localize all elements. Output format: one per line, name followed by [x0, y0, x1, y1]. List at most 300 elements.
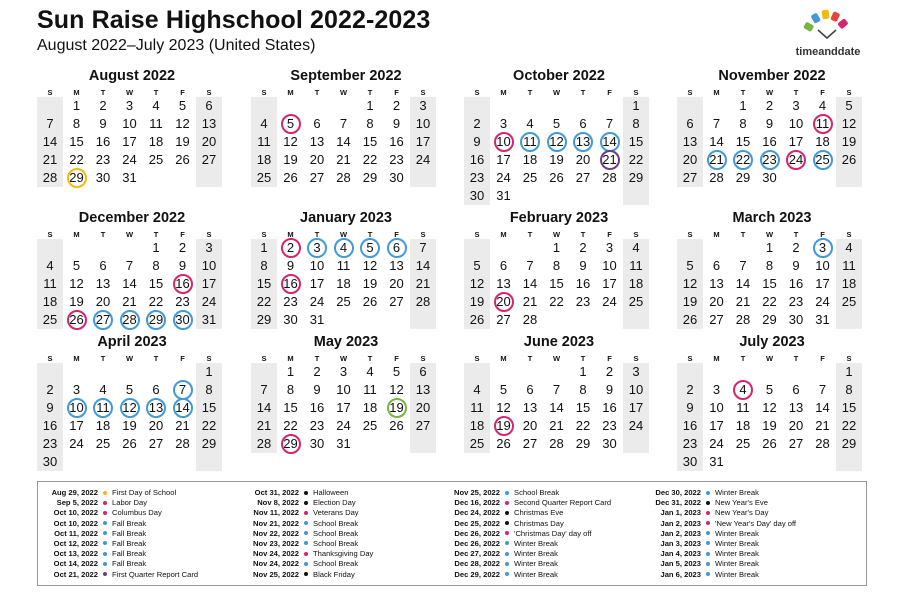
day-cell[interactable]: 11	[363, 382, 377, 397]
day-cell[interactable]: 25	[362, 418, 378, 433]
day-cell[interactable]: 29	[628, 170, 644, 185]
day-cell[interactable]: 26	[469, 312, 485, 327]
day-cell[interactable]: 7	[419, 240, 427, 255]
day-cell[interactable]: 12	[362, 258, 378, 273]
day-cell[interactable]: 6	[686, 116, 694, 131]
day-cell[interactable]: 13	[496, 276, 511, 291]
day-cell[interactable]: 12	[122, 400, 137, 415]
day-cell[interactable]: 6	[712, 258, 721, 273]
day-cell[interactable]: 10	[815, 258, 830, 273]
day-cell[interactable]: 24	[309, 294, 325, 309]
day-cell[interactable]: 31	[815, 312, 830, 327]
day-cell[interactable]: 9	[792, 258, 800, 273]
day-cell[interactable]: 18	[469, 418, 485, 433]
day-cell[interactable]: 2	[792, 240, 800, 255]
day-cell[interactable]: 28	[709, 170, 724, 185]
day-cell[interactable]: 21	[175, 418, 190, 433]
day-cell[interactable]: 9	[579, 258, 587, 273]
day-cell[interactable]: 15	[283, 400, 298, 415]
day-cell[interactable]: 5	[473, 258, 481, 273]
day-cell[interactable]: 13	[682, 134, 698, 149]
day-cell[interactable]: 18	[628, 276, 644, 291]
day-cell[interactable]: 23	[283, 294, 298, 309]
day-cell[interactable]: 16	[95, 134, 111, 149]
day-cell[interactable]: 1	[72, 98, 81, 113]
day-cell[interactable]: 24	[122, 152, 137, 167]
day-cell[interactable]: 1	[152, 240, 160, 255]
day-cell[interactable]: 6	[499, 258, 508, 273]
day-cell[interactable]: 21	[256, 418, 272, 433]
day-cell[interactable]: 13	[201, 116, 217, 131]
day-cell[interactable]: 3	[125, 98, 134, 113]
day-cell[interactable]: 14	[336, 134, 351, 149]
day-cell[interactable]: 13	[709, 276, 724, 291]
day-cell[interactable]: 17	[201, 276, 217, 291]
day-cell[interactable]: 2	[286, 240, 295, 255]
day-cell[interactable]: 3	[792, 98, 800, 113]
day-cell[interactable]: 16	[762, 134, 777, 149]
day-cell[interactable]: 24	[788, 152, 804, 167]
day-cell[interactable]: 11	[470, 400, 484, 415]
day-cell[interactable]: 8	[260, 258, 268, 273]
day-cell[interactable]: 17	[788, 134, 804, 149]
day-cell[interactable]: 18	[256, 152, 272, 167]
day-cell[interactable]: 22	[362, 152, 378, 167]
day-cell[interactable]: 14	[735, 276, 751, 291]
day-cell[interactable]: 29	[283, 436, 298, 451]
day-cell[interactable]: 14	[815, 400, 830, 415]
day-cell[interactable]: 14	[415, 258, 431, 273]
day-cell[interactable]: 28	[175, 436, 190, 451]
day-cell[interactable]: 15	[841, 400, 857, 415]
day-cell[interactable]: 16	[309, 400, 325, 415]
day-cell[interactable]: 22	[283, 418, 298, 433]
day-cell[interactable]: 24	[69, 436, 84, 451]
day-cell[interactable]: 1	[579, 364, 587, 379]
day-cell[interactable]: 30	[42, 454, 58, 469]
day-cell[interactable]: 6	[99, 258, 107, 273]
day-cell[interactable]: 13	[788, 400, 804, 415]
day-cell[interactable]: 26	[283, 170, 298, 185]
day-cell[interactable]: 8	[72, 116, 81, 131]
day-cell[interactable]: 27	[95, 312, 111, 327]
day-cell[interactable]: 5	[392, 364, 401, 379]
day-cell[interactable]: 3	[72, 382, 81, 397]
day-cell[interactable]: 12	[69, 276, 84, 291]
day-cell[interactable]: 9	[178, 258, 187, 273]
day-cell[interactable]: 30	[602, 436, 617, 451]
day-cell[interactable]: 4	[473, 382, 481, 397]
day-cell[interactable]: 5	[845, 98, 853, 113]
day-cell[interactable]: 28	[42, 170, 58, 185]
day-cell[interactable]: 12	[549, 134, 564, 149]
day-cell[interactable]: 30	[469, 188, 485, 203]
day-cell[interactable]: 20	[522, 418, 538, 433]
day-cell[interactable]: 5	[765, 382, 774, 397]
day-cell[interactable]: 3	[313, 240, 321, 255]
day-cell[interactable]: 14	[549, 400, 564, 415]
day-cell[interactable]: 23	[175, 294, 190, 309]
day-cell[interactable]: 4	[260, 116, 268, 131]
day-cell[interactable]: 15	[575, 400, 591, 415]
day-cell[interactable]: 13	[148, 400, 164, 415]
day-cell[interactable]: 25	[522, 170, 538, 185]
day-cell[interactable]: 23	[309, 418, 325, 433]
day-cell[interactable]: 5	[552, 116, 561, 131]
day-cell[interactable]: 30	[389, 170, 404, 185]
day-cell[interactable]: 21	[735, 294, 751, 309]
day-cell[interactable]: 25	[95, 436, 111, 451]
day-cell[interactable]: 5	[178, 98, 187, 113]
day-cell[interactable]: 13	[415, 382, 431, 397]
day-cell[interactable]: 31	[709, 454, 724, 469]
day-cell[interactable]: 22	[256, 294, 272, 309]
day-cell[interactable]: 7	[260, 382, 268, 397]
day-cell[interactable]: 24	[602, 294, 617, 309]
day-cell[interactable]: 10	[709, 400, 724, 415]
day-cell[interactable]: 13	[95, 276, 111, 291]
day-cell[interactable]: 25	[469, 436, 485, 451]
day-cell[interactable]: 13	[522, 400, 538, 415]
day-cell[interactable]: 31	[496, 188, 511, 203]
day-cell[interactable]: 6	[313, 116, 321, 131]
day-cell[interactable]: 20	[309, 152, 325, 167]
day-cell[interactable]: 3	[712, 382, 721, 397]
day-cell[interactable]: 28	[549, 436, 564, 451]
day-cell[interactable]: 27	[496, 312, 511, 327]
day-cell[interactable]: 5	[72, 258, 81, 273]
day-cell[interactable]: 16	[575, 276, 591, 291]
day-cell[interactable]: 26	[69, 312, 84, 327]
day-cell[interactable]: 26	[362, 294, 378, 309]
day-cell[interactable]: 22	[841, 418, 857, 433]
day-cell[interactable]: 18	[336, 276, 351, 291]
day-cell[interactable]: 22	[762, 294, 777, 309]
day-cell[interactable]: 26	[122, 436, 137, 451]
day-cell[interactable]: 7	[178, 382, 187, 397]
day-cell[interactable]: 8	[579, 382, 587, 397]
day-cell[interactable]: 5	[286, 116, 295, 131]
day-cell[interactable]: 14	[42, 134, 58, 149]
day-cell[interactable]: 1	[552, 240, 561, 255]
day-cell[interactable]: 12	[175, 116, 190, 131]
day-cell[interactable]: 7	[125, 258, 134, 273]
day-cell[interactable]: 22	[148, 294, 164, 309]
day-cell[interactable]: 6	[419, 364, 427, 379]
day-cell[interactable]: 19	[762, 418, 777, 433]
day-cell[interactable]: 25	[841, 294, 857, 309]
day-cell[interactable]: 4	[632, 240, 640, 255]
day-cell[interactable]: 4	[845, 240, 853, 255]
day-cell[interactable]: 22	[549, 294, 564, 309]
day-cell[interactable]: 27	[788, 436, 804, 451]
day-cell[interactable]: 1	[286, 364, 295, 379]
day-cell[interactable]: 16	[42, 418, 58, 433]
day-cell[interactable]: 18	[735, 418, 751, 433]
day-cell[interactable]: 24	[815, 294, 830, 309]
day-cell[interactable]: 23	[575, 294, 591, 309]
day-cell[interactable]: 19	[469, 294, 485, 309]
day-cell[interactable]: 3	[419, 98, 427, 113]
day-cell[interactable]: 15	[362, 134, 378, 149]
day-cell[interactable]: 26	[841, 152, 857, 167]
day-cell[interactable]: 14	[122, 276, 137, 291]
day-cell[interactable]: 30	[283, 312, 298, 327]
day-cell[interactable]: 16	[389, 134, 404, 149]
day-cell[interactable]: 16	[175, 276, 190, 291]
day-cell[interactable]: 4	[739, 382, 747, 397]
day-cell[interactable]: 8	[286, 382, 295, 397]
day-cell[interactable]: 29	[575, 436, 591, 451]
day-cell[interactable]: 9	[392, 116, 401, 131]
day-cell[interactable]: 23	[788, 294, 804, 309]
day-cell[interactable]: 7	[526, 258, 534, 273]
day-cell[interactable]: 18	[362, 400, 378, 415]
day-cell[interactable]: 30	[175, 312, 190, 327]
day-cell[interactable]: 17	[309, 276, 325, 291]
day-cell[interactable]: 2	[99, 98, 107, 113]
day-cell[interactable]: 20	[415, 400, 431, 415]
day-cell[interactable]: 18	[95, 418, 111, 433]
day-cell[interactable]: 10	[201, 258, 217, 273]
day-cell[interactable]: 24	[201, 294, 217, 309]
day-cell[interactable]: 27	[201, 152, 217, 167]
day-cell[interactable]: 27	[709, 312, 724, 327]
day-cell[interactable]: 8	[552, 258, 561, 273]
day-cell[interactable]: 15	[69, 134, 84, 149]
day-cell[interactable]: 9	[686, 400, 694, 415]
day-cell[interactable]: 6	[579, 116, 587, 131]
day-cell[interactable]: 17	[602, 276, 617, 291]
day-cell[interactable]: 20	[389, 276, 404, 291]
day-cell[interactable]: 10	[122, 116, 137, 131]
day-cell[interactable]: 31	[309, 312, 325, 327]
day-cell[interactable]: 6	[152, 382, 160, 397]
day-cell[interactable]: 6	[392, 240, 401, 255]
day-cell[interactable]: 3	[339, 364, 348, 379]
day-cell[interactable]: 10	[602, 258, 617, 273]
day-cell[interactable]: 26	[549, 170, 564, 185]
day-cell[interactable]: 12	[469, 276, 485, 291]
day-cell[interactable]: 8	[739, 116, 747, 131]
day-cell[interactable]: 5	[366, 240, 374, 255]
day-cell[interactable]: 4	[366, 364, 374, 379]
day-cell[interactable]: 30	[762, 170, 777, 185]
day-cell[interactable]: 20	[95, 294, 111, 309]
day-cell[interactable]: 20	[496, 294, 511, 309]
day-cell[interactable]: 4	[339, 240, 348, 255]
day-cell[interactable]: 15	[762, 276, 777, 291]
day-cell[interactable]: 8	[205, 382, 213, 397]
day-cell[interactable]: 15	[549, 276, 564, 291]
day-cell[interactable]: 3	[818, 240, 827, 255]
day-cell[interactable]: 21	[522, 294, 538, 309]
day-cell[interactable]: 29	[762, 312, 777, 327]
day-cell[interactable]: 2	[178, 240, 187, 255]
day-cell[interactable]: 29	[841, 436, 857, 451]
day-cell[interactable]: 5	[686, 258, 694, 273]
day-cell[interactable]: 14	[709, 134, 724, 149]
day-cell[interactable]: 21	[122, 294, 137, 309]
day-cell[interactable]: 7	[552, 382, 561, 397]
day-cell[interactable]: 12	[389, 382, 404, 397]
day-cell[interactable]: 30	[309, 436, 325, 451]
day-cell[interactable]: 22	[735, 152, 751, 167]
day-cell[interactable]: 11	[149, 116, 163, 131]
day-cell[interactable]: 8	[765, 258, 774, 273]
day-cell[interactable]: 12	[841, 116, 857, 131]
day-cell[interactable]: 25	[336, 294, 351, 309]
day-cell[interactable]: 30	[682, 454, 698, 469]
day-cell[interactable]: 18	[815, 134, 830, 149]
day-cell[interactable]: 14	[256, 400, 272, 415]
day-cell[interactable]: 21	[709, 152, 724, 167]
day-cell[interactable]: 21	[815, 418, 830, 433]
day-cell[interactable]: 31	[122, 170, 137, 185]
day-cell[interactable]: 27	[309, 170, 325, 185]
day-cell[interactable]: 29	[148, 312, 164, 327]
day-cell[interactable]: 11	[736, 400, 750, 415]
day-cell[interactable]: 17	[122, 134, 137, 149]
day-cell[interactable]: 3	[499, 116, 508, 131]
day-cell[interactable]: 1	[205, 364, 213, 379]
day-cell[interactable]: 30	[95, 170, 111, 185]
day-cell[interactable]: 19	[682, 294, 698, 309]
day-cell[interactable]: 19	[69, 294, 84, 309]
day-cell[interactable]: 11	[523, 134, 537, 149]
day-cell[interactable]: 20	[682, 152, 698, 167]
day-cell[interactable]: 25	[735, 436, 751, 451]
day-cell[interactable]: 27	[389, 294, 404, 309]
day-cell[interactable]: 15	[628, 134, 644, 149]
day-cell[interactable]: 20	[788, 418, 804, 433]
day-cell[interactable]: 2	[313, 364, 321, 379]
day-cell[interactable]: 17	[336, 400, 351, 415]
day-cell[interactable]: 25	[628, 294, 644, 309]
day-cell[interactable]: 27	[415, 418, 431, 433]
day-cell[interactable]: 4	[152, 98, 160, 113]
day-cell[interactable]: 9	[286, 258, 295, 273]
day-cell[interactable]: 5	[499, 382, 508, 397]
day-cell[interactable]: 17	[69, 418, 84, 433]
day-cell[interactable]: 6	[205, 98, 213, 113]
day-cell[interactable]: 18	[522, 152, 538, 167]
day-cell[interactable]: 25	[42, 312, 58, 327]
day-cell[interactable]: 2	[686, 382, 694, 397]
day-cell[interactable]: 1	[765, 240, 774, 255]
day-cell[interactable]: 2	[473, 116, 481, 131]
day-cell[interactable]: 20	[575, 152, 591, 167]
day-cell[interactable]: 25	[815, 152, 830, 167]
day-cell[interactable]: 9	[605, 382, 614, 397]
day-cell[interactable]: 11	[842, 258, 856, 273]
day-cell[interactable]: 1	[632, 98, 640, 113]
day-cell[interactable]: 9	[313, 382, 321, 397]
day-cell[interactable]: 6	[526, 382, 534, 397]
day-cell[interactable]: 10	[496, 134, 511, 149]
day-cell[interactable]: 29	[201, 436, 217, 451]
day-cell[interactable]: 28	[336, 170, 351, 185]
day-cell[interactable]: 18	[841, 276, 857, 291]
day-cell[interactable]: 7	[739, 258, 747, 273]
day-cell[interactable]: 8	[366, 116, 374, 131]
day-cell[interactable]: 29	[735, 170, 751, 185]
day-cell[interactable]: 11	[257, 134, 271, 149]
day-cell[interactable]: 28	[815, 436, 830, 451]
day-cell[interactable]: 23	[389, 152, 404, 167]
day-cell[interactable]: 28	[522, 312, 538, 327]
day-cell[interactable]: 16	[469, 152, 485, 167]
day-cell[interactable]: 19	[549, 152, 564, 167]
day-cell[interactable]: 9	[99, 116, 107, 131]
day-cell[interactable]: 8	[152, 258, 160, 273]
day-cell[interactable]: 25	[256, 170, 272, 185]
timeanddate-logo[interactable]	[788, 8, 868, 62]
day-cell[interactable]: 29	[362, 170, 378, 185]
day-cell[interactable]: 19	[389, 400, 404, 415]
day-cell[interactable]: 11	[629, 258, 643, 273]
day-cell[interactable]: 7	[339, 116, 348, 131]
day-cell[interactable]: 14	[522, 276, 538, 291]
day-cell[interactable]: 17	[709, 418, 724, 433]
day-cell[interactable]: 23	[602, 418, 617, 433]
day-cell[interactable]: 17	[628, 400, 644, 415]
day-cell[interactable]: 4	[46, 258, 54, 273]
day-cell[interactable]: 24	[628, 418, 644, 433]
day-cell[interactable]: 23	[762, 152, 777, 167]
day-cell[interactable]: 2	[579, 240, 587, 255]
day-cell[interactable]: 7	[712, 116, 721, 131]
day-cell[interactable]: 23	[682, 436, 698, 451]
day-cell[interactable]: 17	[415, 134, 431, 149]
day-cell[interactable]: 13	[575, 134, 591, 149]
day-cell[interactable]: 1	[260, 240, 268, 255]
day-cell[interactable]: 17	[815, 276, 830, 291]
day-cell[interactable]: 24	[415, 152, 431, 167]
day-cell[interactable]: 22	[201, 418, 217, 433]
day-cell[interactable]: 17	[496, 152, 511, 167]
day-cell[interactable]: 22	[628, 152, 644, 167]
day-cell[interactable]: 21	[602, 152, 617, 167]
day-cell[interactable]: 20	[709, 294, 724, 309]
day-cell[interactable]: 28	[415, 294, 431, 309]
day-cell[interactable]: 12	[762, 400, 777, 415]
day-cell[interactable]: 22	[69, 152, 84, 167]
day-cell[interactable]: 10	[336, 382, 351, 397]
day-cell[interactable]: 1	[366, 98, 374, 113]
day-cell[interactable]: 27	[148, 436, 164, 451]
day-cell[interactable]: 23	[469, 170, 485, 185]
day-cell[interactable]: 4	[818, 98, 827, 113]
day-cell[interactable]: 10	[309, 258, 325, 273]
day-cell[interactable]: 21	[42, 152, 58, 167]
day-cell[interactable]: 2	[46, 382, 54, 397]
day-cell[interactable]: 13	[389, 258, 404, 273]
day-cell[interactable]: 1	[845, 364, 853, 379]
day-cell[interactable]: 4	[99, 382, 107, 397]
day-cell[interactable]: 24	[496, 170, 511, 185]
day-cell[interactable]: 16	[788, 276, 804, 291]
day-cell[interactable]: 2	[392, 98, 401, 113]
day-cell[interactable]: 19	[362, 276, 378, 291]
day-cell[interactable]: 7	[605, 116, 614, 131]
day-cell[interactable]: 30	[788, 312, 804, 327]
day-cell[interactable]: 7	[818, 382, 827, 397]
day-cell[interactable]: 10	[788, 116, 804, 131]
day-cell[interactable]: 11	[815, 116, 830, 131]
day-cell[interactable]: 21	[415, 276, 431, 291]
day-cell[interactable]: 7	[46, 116, 54, 131]
